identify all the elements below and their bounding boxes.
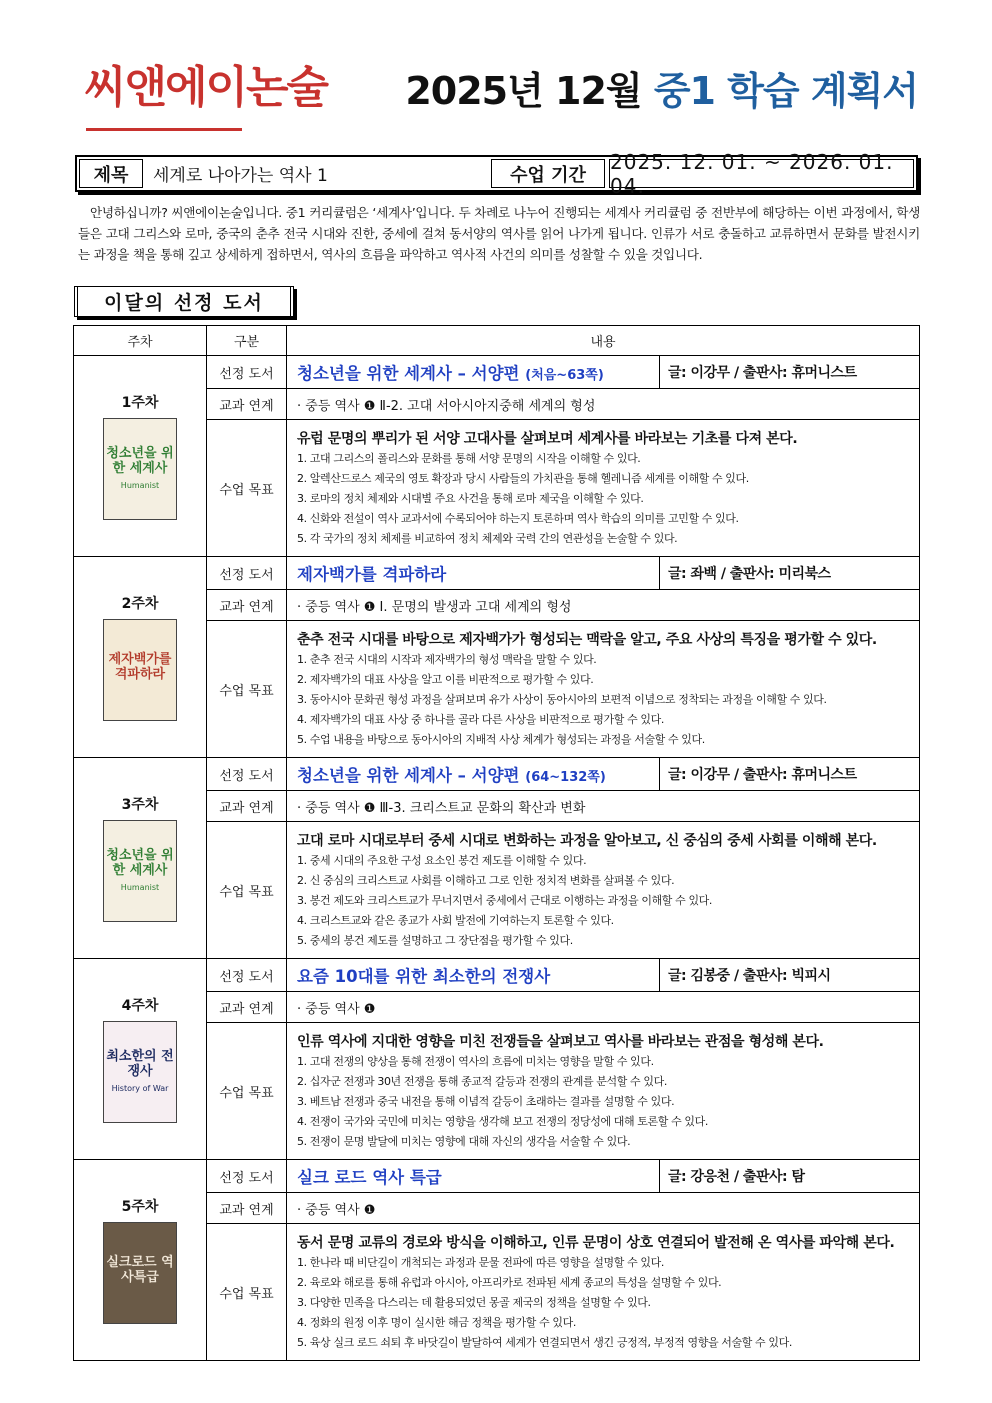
- kind-link-label: 교과 연계: [207, 791, 287, 822]
- subject-label: 제목: [79, 159, 143, 188]
- kind-goal-label: 수업 목표: [207, 1224, 287, 1361]
- kind-goal-label: 수업 목표: [207, 621, 287, 758]
- cover-title: 최소한의 전쟁사: [106, 1049, 174, 1080]
- goal-list: [297, 1052, 911, 1152]
- book-title-cell: [287, 1160, 660, 1193]
- curriculum-link: · 중등 역사 ❶: [287, 1193, 920, 1224]
- goal-item: 4. 제자백가의 대표 사상 중 하나를 골라 다른 사상을 비판적으로 평가할 수 있다.: [297, 712, 664, 726]
- table-row: [74, 1160, 920, 1193]
- book-author: 글: 좌백 / 출판사: 미리북스: [660, 557, 920, 590]
- table-row: [74, 959, 920, 992]
- goal-item: 5. 전쟁이 문명 발달에 미치는 영향에 대해 자신의 생각을 서술할 수 있다.: [297, 1134, 631, 1148]
- book-title: 실크 로드 역사 특급: [297, 1168, 442, 1187]
- goal-item: 3. 동아시아 문화권 형성 과정을 살펴보며 유가 사상이 동아시아의 보편적 이념으로 정착되는 과정을 이해할 수 있다.: [297, 692, 827, 706]
- book-title-cell: [287, 557, 660, 590]
- goal-item: 5. 수업 내용을 바탕으로 동아시아의 지배적 사상 체계가 형성되는 과정을 서술할 수 있다.: [297, 732, 705, 746]
- goal-item: 3. 로마의 정치 체제와 시대별 주요 사건을 통해 로마 제국을 이해할 수 있다.: [297, 491, 644, 505]
- week-cell: [74, 1160, 207, 1361]
- goal-item: 1. 춘추 전국 시대의 시작과 제자백가의 형성 맥락을 말할 수 있다.: [297, 652, 597, 666]
- curriculum-link: · 중등 역사 ❶: [287, 992, 920, 1023]
- goal-cell: [287, 1224, 920, 1361]
- goal-list: [297, 851, 911, 951]
- book-pages: (64~132쪽): [525, 770, 606, 785]
- subject-value: 세계로 나아가는 역사 1: [153, 166, 328, 186]
- goal-list: [297, 650, 911, 750]
- goal-head: 동서 문명 교류의 경로와 방식을 이해하고, 인류 문명이 상호 연결되어 발전해 온 역사를 파악해 본다.: [297, 1234, 895, 1251]
- cover-title: 청소년을 위한 세계사: [106, 446, 174, 477]
- kind-book-label: 선정 도서: [207, 557, 287, 590]
- goal-cell: [287, 420, 920, 557]
- table-row: [74, 758, 920, 791]
- cover-title: 청소년을 위한 세계사: [106, 848, 174, 879]
- book-cover-image: [103, 820, 177, 922]
- cover-sub: Humanist: [120, 883, 160, 893]
- header-content: 내용: [287, 326, 920, 356]
- goal-cell: [287, 822, 920, 959]
- intro-paragraph: 안녕하십니까? 씨앤에이논술입니다. 중1 커리큘럼은 ‘세계사’입니다. 두 차례로 나누어 진행되는 세계사 커리큘럼 중 전반부에 해당하는 이번 과정에서, 학생들은 고대 그리스와 로마, 중국의 춘추 전국 시대와 진한, 중세에 걸쳐 동서양의 역사를 읽어 나가게 됩니다. 인류가 서로 충돌하고 교류하면서 문화를 발전시키는 과정을 책을 통해 깊고 상세하게 접하면서, 역사의 흐름을 파악하고 역사적 사건의 의미를 성찰할 수 있을 것입니다.: [78, 205, 920, 262]
- book-cover-image: [103, 418, 177, 520]
- header-week: 주차: [74, 326, 207, 356]
- kind-book-label: 선정 도서: [207, 1160, 287, 1193]
- cover-sub: History of War: [111, 1084, 169, 1094]
- week-label: 5주차: [121, 1199, 159, 1215]
- goal-item: 5. 각 국가의 정치 체제를 비교하여 정치 체제와 국력 간의 연관성을 논술할 수 있다.: [297, 531, 678, 545]
- goal-item: 1. 한나라 때 비단길이 개척되는 과정과 문물 전파에 따른 영향을 설명할 수 있다.: [297, 1255, 664, 1269]
- goal-list: [297, 1253, 911, 1353]
- goal-item: 1. 고대 전쟁의 양상을 통해 전쟁이 역사의 흐름에 미치는 영향을 말할 수 있다.: [297, 1054, 654, 1068]
- goal-list: [297, 449, 911, 549]
- goal-item: 2. 제자백가의 대표 사상을 알고 이를 비판적으로 평가할 수 있다.: [297, 672, 594, 686]
- book-cover-image: [103, 1222, 177, 1324]
- curriculum-link: · 중등 역사 ❶ Ⅱ-2. 고대 서아시아지중해 세계의 형성: [287, 389, 920, 420]
- week-label: 3주차: [121, 797, 159, 813]
- goal-item: 2. 신 중심의 크리스트교 사회를 이해하고 그로 인한 정치적 변화를 살펴볼 수 있다.: [297, 873, 675, 887]
- book-author: 글: 김봉중 / 출판사: 빅피시: [660, 959, 920, 992]
- book-title-cell: [287, 356, 660, 389]
- goal-head: 고대 로마 시대로부터 중세 시대로 변화하는 과정을 알아보고, 신 중심의 중세 사회를 이해해 본다.: [297, 832, 877, 849]
- goal-item: 4. 정화의 원정 이후 명이 실시한 해금 정책을 평가할 수 있다.: [297, 1315, 576, 1329]
- goal-item: 1. 중세 시대의 주요한 구성 요소인 봉건 제도를 이해할 수 있다.: [297, 853, 587, 867]
- book-author: 글: 이강무 / 출판사: 휴머니스트: [660, 356, 920, 389]
- kind-goal-label: 수업 목표: [207, 1023, 287, 1160]
- kind-goal-label: 수업 목표: [207, 822, 287, 959]
- goal-item: 2. 알렉산드로스 제국의 영토 확장과 당시 사람들의 가치관을 통해 헬레니즘 세계를 이해할 수 있다.: [297, 471, 749, 485]
- kind-book-label: 선정 도서: [207, 356, 287, 389]
- kind-book-label: 선정 도서: [207, 959, 287, 992]
- week-cell: [74, 356, 207, 557]
- period-label: 수업 기간: [491, 159, 605, 188]
- week-cell: [74, 557, 207, 758]
- kind-goal-label: 수업 목표: [207, 420, 287, 557]
- section-title: [74, 286, 294, 317]
- goal-head: 유럽 문명의 뿌리가 된 서양 고대사를 살펴보며 세계사를 바라보는 기초를 다져 본다.: [297, 430, 798, 447]
- goal-cell: [287, 1023, 920, 1160]
- week-label: 2주차: [121, 596, 159, 612]
- goal-item: 3. 베트남 전쟁과 중국 내전을 통해 이념적 갈등이 초래하는 결과를 설명할 수 있다.: [297, 1094, 675, 1108]
- goal-head: 인류 역사에 지대한 영향을 미친 전쟁들을 살펴보고 역사를 바라보는 관점을 형성해 본다.: [297, 1033, 824, 1050]
- goal-item: 4. 전쟁이 국가와 국민에 미치는 영향을 생각해 보고 전쟁의 정당성에 대해 토론할 수 있다.: [297, 1114, 708, 1128]
- book-cover-image: [103, 619, 177, 721]
- goal-item: 2. 십자군 전쟁과 30년 전쟁을 통해 종교적 갈등과 전쟁의 관계를 분석할 수 있다.: [297, 1074, 667, 1088]
- period-value: 2025. 12. 01. ~ 2026. 01. 04.: [609, 159, 914, 188]
- book-author: 글: 이강무 / 출판사: 휴머니스트: [660, 758, 920, 791]
- kind-book-label: 선정 도서: [207, 758, 287, 791]
- goal-item: 1. 고대 그리스의 폴리스와 문화를 통해 서양 문명의 시작을 이해할 수 있다.: [297, 451, 641, 465]
- goal-item: 3. 봉건 제도와 크리스트교가 무너지면서 중세에서 근대로 이행하는 과정을 이해할 수 있다.: [297, 893, 712, 907]
- kind-link-label: 교과 연계: [207, 590, 287, 621]
- cover-title: 제자백가를 격파하라: [108, 652, 172, 682]
- goal-item: 4. 신화와 전설이 역사 교과서에 수록되어야 하는지 토론하며 역사 학습의 의미를 고민할 수 있다.: [297, 511, 739, 525]
- week-label: 1주차: [121, 395, 159, 411]
- goal-item: 5. 중세의 봉건 제도를 설명하고 그 장단점을 평가할 수 있다.: [297, 933, 573, 947]
- kind-link-label: 교과 연계: [207, 1193, 287, 1224]
- cover-title: 실크로드 역사특급: [106, 1255, 174, 1285]
- book-cover-image: [103, 1021, 177, 1123]
- week-cell: [74, 758, 207, 959]
- brand-underline: [86, 128, 242, 131]
- brand-logo: 씨앤에이논술: [84, 62, 328, 113]
- header-kind: 구분: [207, 326, 287, 356]
- goal-cell: [287, 621, 920, 758]
- book-title: 제자백가를 격파하라: [297, 565, 447, 584]
- kind-link-label: 교과 연계: [207, 992, 287, 1023]
- goal-item: 5. 육상 실크 로드 쇠퇴 후 바닷길이 발달하여 세계가 연결되면서 생긴 긍정적, 부정적 영향을 서술할 수 있다.: [297, 1335, 792, 1349]
- week-label: 4주차: [121, 998, 159, 1014]
- goal-head: 춘추 전국 시대를 바탕으로 제자백가가 형성되는 맥락을 알고, 주요 사상의 특징을 평가할 수 있다.: [297, 631, 877, 648]
- goal-item: 3. 다양한 민족을 다스리는 데 활용되었던 몽골 제국의 정책을 설명할 수 있다.: [297, 1295, 651, 1309]
- table-header-row: [74, 326, 920, 356]
- book-pages: (처음~63쪽): [525, 368, 604, 383]
- kind-link-label: 교과 연계: [207, 389, 287, 420]
- book-title: 청소년을 위한 세계사 – 서양편: [297, 766, 520, 785]
- book-title-cell: [287, 959, 660, 992]
- title-course: 중1 학습 계획서: [653, 69, 918, 113]
- table-row: [74, 557, 920, 590]
- book-title: 청소년을 위한 세계사 – 서양편: [297, 364, 520, 383]
- page-title: [405, 69, 918, 113]
- info-bar: [75, 149, 918, 198]
- table-row: [74, 356, 920, 389]
- title-date: 2025년 12월: [405, 69, 642, 113]
- plan-table: [73, 325, 920, 1361]
- book-title: 요즘 10대를 위한 최소한의 전쟁사: [297, 967, 551, 986]
- curriculum-link: · 중등 역사 ❶ Ⅲ-3. 크리스트교 문화의 확산과 변화: [287, 791, 920, 822]
- cover-sub: Humanist: [120, 481, 160, 491]
- section-title-text: 이달의 선정 도서: [77, 286, 291, 317]
- book-title-cell: [287, 758, 660, 791]
- week-cell: [74, 959, 207, 1160]
- curriculum-link: · 중등 역사 ❶ Ⅰ. 문명의 발생과 고대 세계의 형성: [287, 590, 920, 621]
- goal-item: 4. 크리스트교와 같은 종교가 사회 발전에 기여하는지 토론할 수 있다.: [297, 913, 614, 927]
- goal-item: 2. 육로와 해로를 통해 유럽과 아시아, 아프리카로 전파된 세계 종교의 특성을 설명할 수 있다.: [297, 1275, 722, 1289]
- book-author: 글: 강응천 / 출판사: 탐: [660, 1160, 920, 1193]
